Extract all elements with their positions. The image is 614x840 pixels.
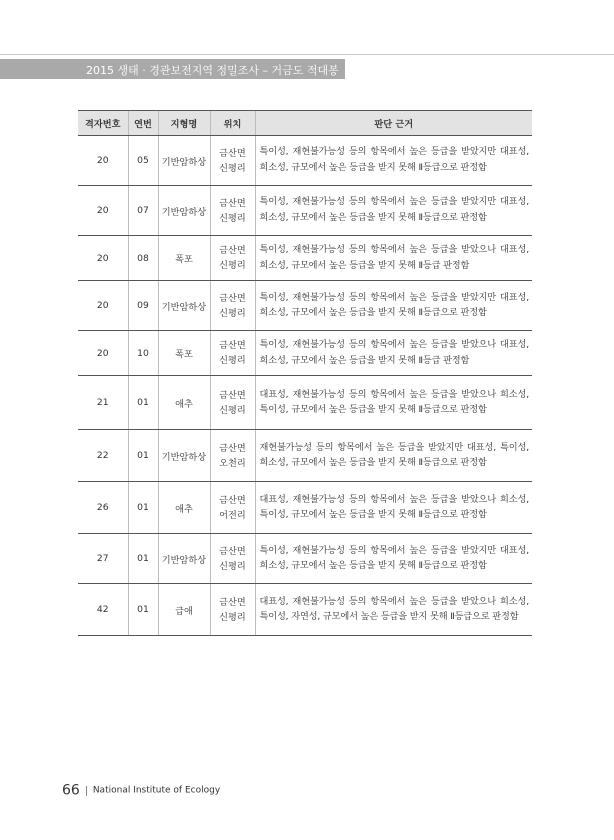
assessment-basis-cell: 재현불가능성 등의 항목에서 높은 등급을 받았지만 대표성, 특이성, 희소성, 규모에서 높은 등급을 받지 못해 Ⅱ등급으로 판정함 [255, 430, 532, 482]
grid-number-cell: 21 [78, 376, 128, 430]
assessment-basis-cell: 대표성, 재현불가능성 등의 항목에서 높은 등급을 받았으나 희소성, 특이성, 규모에서 높은 등급을 받지 못해 Ⅱ등급으로 판정함 [255, 376, 532, 430]
table-row [78, 376, 532, 430]
assessment-basis-cell: 특이성, 재현불가능성 등의 항목에서 높은 등급을 받았지만 대표성, 희소성, 규모에서 높은 등급을 받지 못해 Ⅱ등급으로 판정함 [255, 136, 532, 186]
running-header-title: 2015 생태 · 경관보전지역 정밀조사 – 거금도 적대봉 [86, 64, 339, 77]
grid-number-cell: 42 [78, 584, 128, 636]
table-row [78, 331, 532, 376]
landform-name-cell: 기반암하상 [158, 281, 210, 331]
landform-name-cell: 기반암하상 [158, 186, 210, 236]
landform-name-cell: 폭포 [158, 331, 210, 376]
location-cell: 금산면 신평리 [210, 236, 255, 281]
location-cell: 금산면 신평리 [210, 186, 255, 236]
assessment-basis-cell: 특이성, 재현불가능성 등의 항목에서 높은 등급을 받았지만 대표성, 희소성, 규모에서 높은 등급을 받지 못해 Ⅱ등급으로 판정함 [255, 534, 532, 584]
column-header-serial-number: 연번 [128, 111, 158, 136]
column-header-assessment-basis: 판단 근거 [255, 111, 532, 136]
landform-assessment-table [78, 110, 532, 636]
landform-name-cell: 폭포 [158, 236, 210, 281]
grid-number-cell: 27 [78, 534, 128, 584]
landform-name-cell: 기반암하상 [158, 430, 210, 482]
column-header-landform-name: 지형명 [158, 111, 210, 136]
table-row [78, 136, 532, 186]
location-cell: 금산면 어전리 [210, 482, 255, 534]
table-header-row [78, 111, 532, 136]
location-cell: 금산면 신평리 [210, 331, 255, 376]
serial-number-cell: 08 [128, 236, 158, 281]
location-cell: 금산면 신평리 [210, 584, 255, 636]
grid-number-cell: 22 [78, 430, 128, 482]
assessment-basis-cell: 대표성, 재현불가능성 등의 항목에서 높은 등급을 받았으나 희소성, 특이성, 자연성, 규모에서 높은 등급을 받지 못해 Ⅱ등급으로 판정함 [255, 584, 532, 636]
serial-number-cell: 10 [128, 331, 158, 376]
grid-number-cell: 26 [78, 482, 128, 534]
serial-number-cell: 01 [128, 376, 158, 430]
serial-number-cell: 07 [128, 186, 158, 236]
grid-number-cell: 20 [78, 281, 128, 331]
serial-number-cell: 01 [128, 430, 158, 482]
assessment-basis-cell: 특이성, 재현불가능성 등의 항목에서 높은 등급을 받았지만 대표성, 희소성, 규모에서 높은 등급을 받지 못해 Ⅱ등급으로 판정함 [255, 281, 532, 331]
landform-name-cell: 기반암하상 [158, 136, 210, 186]
assessment-basis-cell: 대표성, 재현불가능성 등의 항목에서 높은 등급을 받았으나 희소성, 특이성, 규모에서 높은 등급을 받지 못해 Ⅱ등급으로 판정함 [255, 482, 532, 534]
grid-number-cell: 20 [78, 186, 128, 236]
location-cell: 금산면 신평리 [210, 376, 255, 430]
column-header-grid-number: 격자번호 [78, 111, 128, 136]
footer-divider [86, 786, 87, 796]
running-header [0, 59, 345, 79]
assessment-basis-cell: 특이성, 재현불가능성 등의 항목에서 높은 등급을 받았으나 대표성, 희소성, 규모에서 높은 등급을 받지 못해 Ⅱ등급 판정함 [255, 236, 532, 281]
table-row [78, 236, 532, 281]
serial-number-cell: 01 [128, 482, 158, 534]
location-cell: 금산면 신평리 [210, 281, 255, 331]
table-row [78, 534, 532, 584]
location-cell: 금산면 신평리 [210, 534, 255, 584]
table-row [78, 430, 532, 482]
table-row [78, 584, 532, 636]
location-cell: 금산면 신평리 [210, 136, 255, 186]
landform-name-cell: 애추 [158, 376, 210, 430]
column-header-location: 위치 [210, 111, 255, 136]
landform-name-cell: 기반암하상 [158, 534, 210, 584]
location-cell: 금산면 오천리 [210, 430, 255, 482]
serial-number-cell: 09 [128, 281, 158, 331]
grid-number-cell: 20 [78, 236, 128, 281]
table-row [78, 281, 532, 331]
assessment-basis-cell: 특이성, 재현불가능성 등의 항목에서 높은 등급을 받았으나 대표성, 희소성, 규모에서 높은 등급을 받지 못해 Ⅱ등급 판정함 [255, 331, 532, 376]
page-number: 66 [62, 782, 80, 799]
grid-number-cell: 20 [78, 331, 128, 376]
header-rule [0, 54, 614, 55]
serial-number-cell: 05 [128, 136, 158, 186]
serial-number-cell: 01 [128, 584, 158, 636]
grid-number-cell: 20 [78, 136, 128, 186]
table-row [78, 186, 532, 236]
landform-name-cell: 애추 [158, 482, 210, 534]
serial-number-cell: 01 [128, 534, 158, 584]
assessment-basis-cell: 특이성, 재현불가능성 등의 항목에서 높은 등급을 받았지만 대표성, 희소성, 규모에서 높은 등급을 받지 못해 Ⅱ등급으로 판정함 [255, 186, 532, 236]
page-footer [62, 780, 220, 799]
table-row [78, 482, 532, 534]
landform-name-cell: 급애 [158, 584, 210, 636]
publisher-name: National Institute of Ecology [92, 785, 221, 796]
table-body [78, 136, 532, 636]
